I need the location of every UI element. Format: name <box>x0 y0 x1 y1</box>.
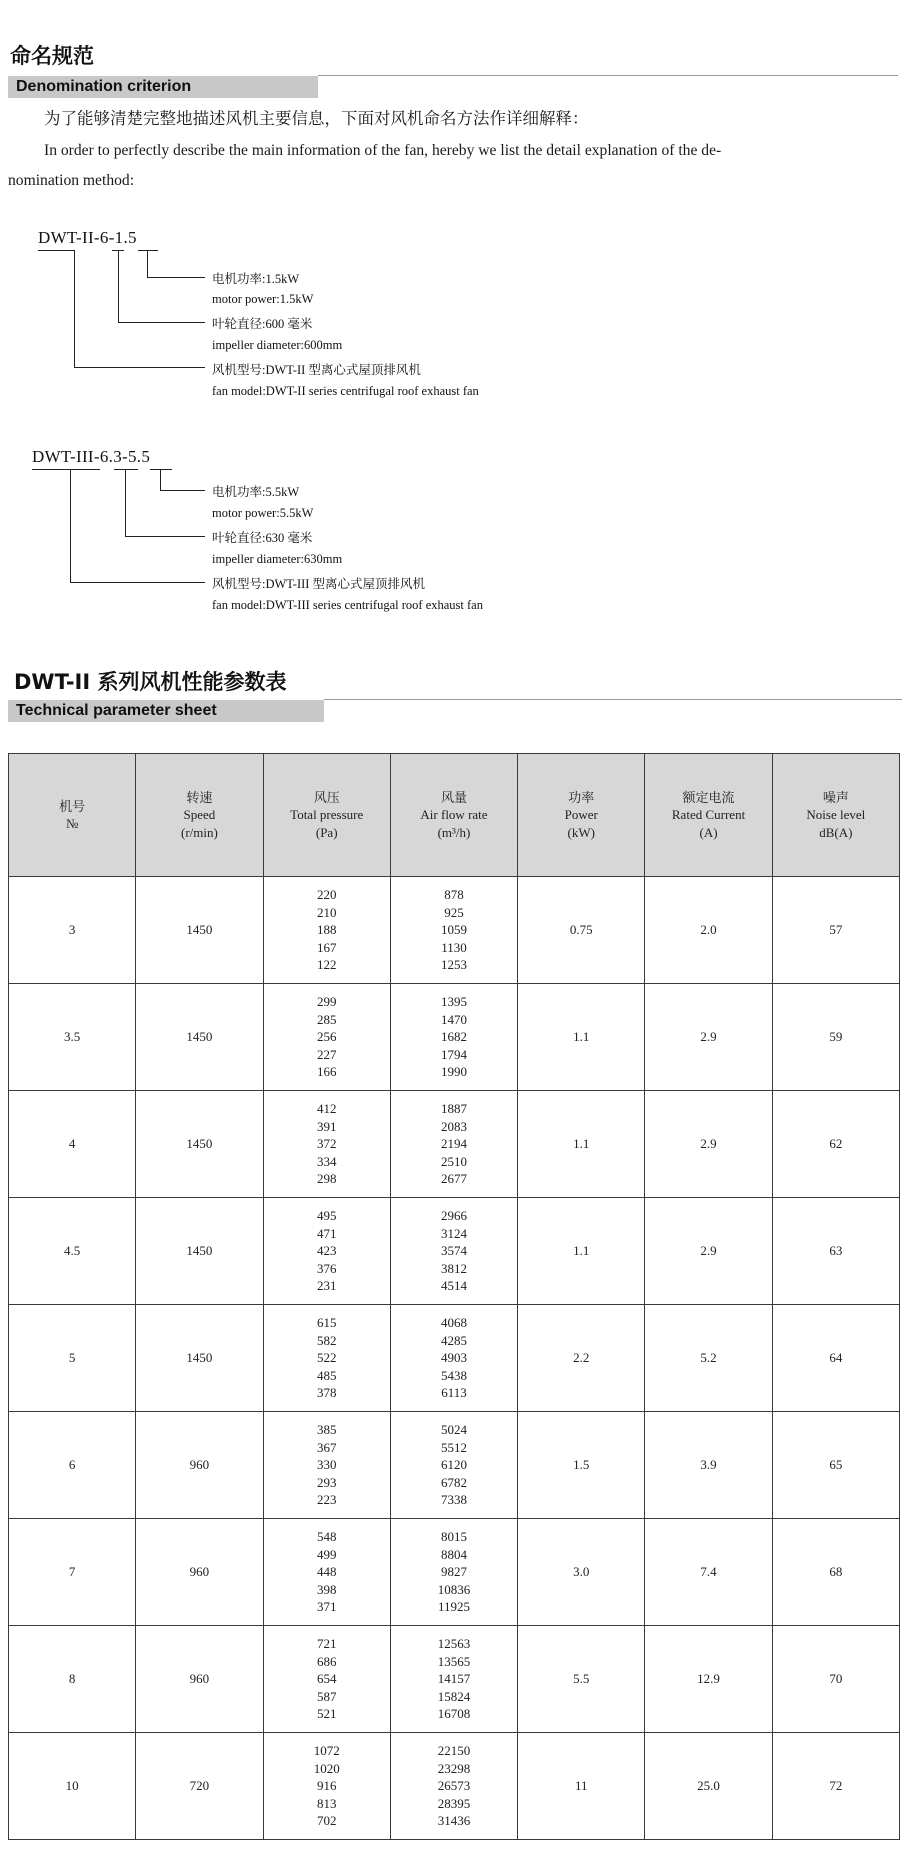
cell-pressure-value: 166 <box>316 1064 337 1080</box>
cell-flow-value: 12563 <box>437 1636 471 1652</box>
cell-pressure <box>263 1305 390 1412</box>
power-label-cn: 电机功率:5.5kW <box>212 485 300 499</box>
table-row <box>9 1305 900 1412</box>
cell-current: 12.9 <box>645 1626 772 1733</box>
cell-flow-value: 925 <box>444 904 464 920</box>
cell-pressure-value: 293 <box>316 1474 337 1490</box>
cell-speed: 1450 <box>136 877 263 984</box>
cell-pressure-value: 686 <box>316 1653 337 1669</box>
cell-noise: 62 <box>772 1091 899 1198</box>
header-label: (r/min) <box>181 824 218 840</box>
cell-noise: 63 <box>772 1198 899 1305</box>
cell-pressure <box>263 1519 390 1626</box>
cell-pressure-value: 448 <box>316 1564 337 1580</box>
cell-pressure-value: 1072 <box>313 1743 340 1759</box>
cell-flow-value: 5512 <box>440 1439 467 1455</box>
cell-pressure-value: 220 <box>316 887 337 903</box>
cell-pressure-value: 521 <box>316 1706 337 1722</box>
table-row <box>9 1198 900 1305</box>
cell-noise: 57 <box>772 877 899 984</box>
header-label: 风量 <box>440 789 467 805</box>
cell-pressure-value: 256 <box>316 1029 337 1045</box>
header-label: (A) <box>699 824 718 840</box>
cell-pressure-value: 654 <box>316 1671 337 1687</box>
bracket-line <box>118 322 205 323</box>
cell-flow-value: 6782 <box>440 1474 467 1490</box>
cell-flow-value: 5024 <box>440 1422 467 1438</box>
cell-flow-value: 2083 <box>440 1118 467 1134</box>
cell-pressure-value: 376 <box>316 1260 337 1276</box>
header-label: 机号 <box>59 798 86 814</box>
header-col-pressure <box>263 754 390 877</box>
intro-en-line1: In order to perfectly describe the main information of the fan, hereby we list the detail explanation of the de- <box>44 142 722 159</box>
header-col-noise <box>772 754 899 877</box>
cell-speed: 960 <box>136 1626 263 1733</box>
intro-en-line2: nomination method: <box>8 172 135 189</box>
header-label: Speed <box>183 807 216 823</box>
model-label-en: fan model:DWT-II series centrifugal roof exhaust fan <box>212 384 479 398</box>
cell-pressure-value: 702 <box>316 1813 337 1829</box>
cell-flow-value: 1253 <box>440 957 467 973</box>
header-col-flow <box>390 754 517 877</box>
model-label-cn: 风机型号:DWT-II 型离心式屋顶排风机 <box>212 363 421 377</box>
cell-pressure-value: 231 <box>316 1278 337 1294</box>
divider <box>324 699 902 700</box>
bracket-line <box>74 250 75 368</box>
bracket-line <box>125 536 205 537</box>
cell-pressure-value: 227 <box>316 1046 337 1062</box>
cell-flow-value: 4903 <box>440 1350 467 1366</box>
cell-pressure-value: 330 <box>316 1457 337 1473</box>
cell-flow-value: 15824 <box>437 1688 471 1704</box>
cell-flow-value: 4514 <box>440 1278 467 1294</box>
cell-flow-value: 2510 <box>440 1153 467 1169</box>
cell-pressure <box>263 1091 390 1198</box>
cell-flow-value: 26573 <box>437 1778 471 1794</box>
table-body <box>9 877 900 1840</box>
model-label-cn: 风机型号:DWT-III 型离心式屋顶排风机 <box>212 577 426 591</box>
bracket-line <box>118 250 119 323</box>
cell-flow-value: 2966 <box>440 1208 467 1224</box>
intro-cn: 为了能够清楚完整地描述风机主要信息，下面对风机命名方法作详细解释： <box>44 109 589 128</box>
params-title-en: Technical parameter sheet <box>16 702 217 719</box>
model-label-en: fan model:DWT-III series centrifugal roof exhaust fan <box>212 598 483 612</box>
segment-underline <box>114 469 138 470</box>
cell-pressure-value: 587 <box>316 1688 337 1704</box>
cell-flow-value: 6113 <box>441 1385 467 1401</box>
cell-flow-value: 878 <box>444 887 464 903</box>
cell-flow <box>390 1733 517 1840</box>
cell-flow-value: 1395 <box>440 994 467 1010</box>
cell-power: 1.1 <box>518 984 645 1091</box>
cell-flow-value: 23298 <box>437 1760 471 1776</box>
cell-power: 1.1 <box>518 1091 645 1198</box>
cell-flow <box>390 877 517 984</box>
header-label: Noise level <box>806 807 866 823</box>
parameter-table <box>8 753 900 1840</box>
cell-noise: 65 <box>772 1412 899 1519</box>
cell-flow <box>390 984 517 1091</box>
bracket-line <box>74 367 205 368</box>
cell-pressure-value: 298 <box>316 1171 337 1187</box>
segment-underline <box>138 250 158 251</box>
cell-flow-value: 1887 <box>440 1101 467 1117</box>
header-label: 功率 <box>568 789 595 805</box>
cell-flow-value: 31436 <box>437 1813 471 1829</box>
segment-underline <box>150 469 172 470</box>
table-row <box>9 1733 900 1840</box>
cell-flow-value: 16708 <box>437 1706 471 1722</box>
segment-underline <box>32 469 100 470</box>
cell-pressure-value: 371 <box>316 1599 337 1615</box>
cell-flow-value: 7338 <box>440 1492 467 1508</box>
cell-no: 4.5 <box>9 1198 136 1305</box>
cell-pressure-value: 378 <box>316 1385 337 1401</box>
bracket-line <box>160 469 161 491</box>
cell-pressure-value: 167 <box>316 939 337 955</box>
divider <box>318 75 898 76</box>
cell-current: 2.9 <box>645 1091 772 1198</box>
cell-pressure-value: 391 <box>316 1118 337 1134</box>
cell-pressure-value: 522 <box>316 1350 337 1366</box>
bracket-line <box>147 250 148 278</box>
cell-pressure-value: 495 <box>316 1208 337 1224</box>
bracket-line <box>147 277 205 278</box>
cell-no: 6 <box>9 1412 136 1519</box>
header-label: dB(A) <box>819 824 853 840</box>
cell-current: 2.0 <box>645 877 772 984</box>
params-subtitle-bar <box>8 700 324 722</box>
cell-current: 3.9 <box>645 1412 772 1519</box>
cell-flow-value: 2194 <box>440 1136 467 1152</box>
table-row <box>9 877 900 984</box>
table-row <box>9 1626 900 1733</box>
header-col-speed <box>136 754 263 877</box>
header-label: 风压 <box>313 789 340 805</box>
table-row <box>9 984 900 1091</box>
cell-no: 10 <box>9 1733 136 1840</box>
cell-flow <box>390 1198 517 1305</box>
cell-pressure <box>263 1733 390 1840</box>
cell-flow <box>390 1626 517 1733</box>
cell-flow-value: 28395 <box>437 1795 471 1811</box>
cell-flow-value: 1470 <box>440 1011 467 1027</box>
params-title-cn: DWT-II 系列风机性能参数表 <box>14 670 287 694</box>
cell-flow <box>390 1412 517 1519</box>
cell-pressure-value: 471 <box>316 1225 337 1241</box>
cell-speed: 1450 <box>136 984 263 1091</box>
cell-noise: 72 <box>772 1733 899 1840</box>
cell-speed: 960 <box>136 1519 263 1626</box>
cell-flow-value: 8015 <box>440 1529 467 1545</box>
segment-underline <box>38 250 74 251</box>
table-row <box>9 1519 900 1626</box>
cell-current: 7.4 <box>645 1519 772 1626</box>
cell-flow <box>390 1305 517 1412</box>
cell-flow-value: 5438 <box>440 1367 467 1383</box>
cell-pressure <box>263 1412 390 1519</box>
cell-current: 25.0 <box>645 1733 772 1840</box>
header-label: 额定电流 <box>682 789 735 805</box>
cell-flow-value: 1990 <box>440 1064 467 1080</box>
naming-title-cn: 命名规范 <box>10 44 94 68</box>
cell-speed: 720 <box>136 1733 263 1840</box>
power-label-cn: 电机功率:1.5kW <box>212 272 300 286</box>
impeller-label-cn: 叶轮直径:630 毫米 <box>212 531 313 545</box>
power-label-en: motor power:1.5kW <box>212 292 314 306</box>
cell-flow-value: 1794 <box>440 1046 467 1062</box>
bracket-line <box>160 490 205 491</box>
impeller-label-en: impeller diameter:600mm <box>212 338 343 352</box>
cell-pressure-value: 210 <box>316 904 337 920</box>
cell-flow-value: 9827 <box>440 1564 467 1580</box>
cell-flow-value: 3574 <box>440 1243 467 1259</box>
cell-power: 1.5 <box>518 1412 645 1519</box>
cell-current: 2.9 <box>645 1198 772 1305</box>
cell-flow-value: 2677 <box>440 1171 467 1187</box>
impeller-label-cn: 叶轮直径:600 毫米 <box>212 317 313 331</box>
cell-pressure-value: 334 <box>316 1153 337 1169</box>
cell-speed: 1450 <box>136 1305 263 1412</box>
table-row <box>9 1412 900 1519</box>
model-code: DWT-II-6-1.5 <box>38 228 137 247</box>
cell-power: 2.2 <box>518 1305 645 1412</box>
naming-title-en: Denomination criterion <box>16 78 192 95</box>
cell-noise: 59 <box>772 984 899 1091</box>
cell-no: 3.5 <box>9 984 136 1091</box>
bracket-line <box>125 469 126 537</box>
cell-pressure-value: 548 <box>316 1529 337 1545</box>
cell-speed: 960 <box>136 1412 263 1519</box>
model-code: DWT-III-6.3-5.5 <box>32 447 151 466</box>
cell-pressure-value: 223 <box>316 1492 337 1508</box>
cell-pressure-value: 1020 <box>313 1760 340 1776</box>
cell-flow-value: 1059 <box>440 922 467 938</box>
cell-flow <box>390 1519 517 1626</box>
cell-no: 8 <box>9 1626 136 1733</box>
cell-power: 0.75 <box>518 877 645 984</box>
cell-pressure-value: 372 <box>316 1136 337 1152</box>
cell-flow-value: 11925 <box>437 1599 470 1615</box>
cell-pressure-value: 615 <box>316 1315 337 1331</box>
cell-flow-value: 13565 <box>437 1653 471 1669</box>
header-label: 噪声 <box>822 789 849 805</box>
header-label: 转速 <box>186 789 213 805</box>
cell-noise: 64 <box>772 1305 899 1412</box>
cell-flow-value: 10836 <box>437 1581 471 1597</box>
header-col-no <box>9 754 136 877</box>
cell-flow-value: 3812 <box>440 1260 467 1276</box>
bracket-line <box>70 469 71 583</box>
cell-power: 1.1 <box>518 1198 645 1305</box>
cell-pressure-value: 385 <box>316 1422 337 1438</box>
header-label: (m³/h) <box>437 824 471 840</box>
cell-pressure-value: 485 <box>316 1367 337 1383</box>
cell-power: 11 <box>518 1733 645 1840</box>
cell-flow-value: 8804 <box>440 1546 467 1562</box>
header-col-power <box>518 754 645 877</box>
cell-pressure-value: 367 <box>316 1439 337 1455</box>
cell-pressure-value: 398 <box>316 1581 337 1597</box>
header-label: Power <box>564 807 598 823</box>
cell-no: 4 <box>9 1091 136 1198</box>
header-label: (kW) <box>567 824 595 840</box>
header-label: Rated Current <box>671 807 746 823</box>
naming-subtitle-bar <box>8 76 318 98</box>
cell-flow-value: 3124 <box>440 1225 467 1241</box>
cell-pressure-value: 916 <box>316 1778 337 1794</box>
cell-no: 7 <box>9 1519 136 1626</box>
header-label: (Pa) <box>315 824 338 840</box>
header-label: Total pressure <box>290 807 364 823</box>
cell-no: 3 <box>9 877 136 984</box>
cell-noise: 68 <box>772 1519 899 1626</box>
cell-pressure-value: 423 <box>316 1243 337 1259</box>
cell-flow-value: 6120 <box>440 1457 467 1473</box>
cell-pressure <box>263 877 390 984</box>
cell-power: 5.5 <box>518 1626 645 1733</box>
cell-pressure-value: 813 <box>316 1795 337 1811</box>
cell-speed: 1450 <box>136 1091 263 1198</box>
cell-flow-value: 4068 <box>440 1315 467 1331</box>
cell-flow <box>390 1091 517 1198</box>
header-label: Air flow rate <box>420 807 488 823</box>
bracket-line <box>70 582 205 583</box>
cell-pressure-value: 721 <box>316 1636 337 1652</box>
cell-pressure <box>263 984 390 1091</box>
cell-pressure <box>263 1198 390 1305</box>
cell-flow-value: 1130 <box>441 939 467 955</box>
cell-pressure-value: 412 <box>316 1101 337 1117</box>
power-label-en: motor power:5.5kW <box>212 506 314 520</box>
cell-pressure-value: 122 <box>316 957 337 973</box>
cell-flow-value: 14157 <box>437 1671 471 1687</box>
table-header-row <box>9 754 900 877</box>
cell-power: 3.0 <box>518 1519 645 1626</box>
cell-flow-value: 1682 <box>440 1029 467 1045</box>
cell-no: 5 <box>9 1305 136 1412</box>
cell-pressure-value: 285 <box>316 1011 337 1027</box>
cell-flow-value: 22150 <box>437 1743 471 1759</box>
header-label: № <box>65 816 79 831</box>
cell-pressure <box>263 1626 390 1733</box>
header-col-current <box>645 754 772 877</box>
cell-speed: 1450 <box>136 1198 263 1305</box>
cell-current: 2.9 <box>645 984 772 1091</box>
cell-current: 5.2 <box>645 1305 772 1412</box>
impeller-label-en: impeller diameter:630mm <box>212 552 343 566</box>
cell-noise: 70 <box>772 1626 899 1733</box>
cell-flow-value: 4285 <box>440 1332 467 1348</box>
cell-pressure-value: 582 <box>316 1332 337 1348</box>
table-row <box>9 1091 900 1198</box>
cell-pressure-value: 299 <box>316 994 337 1010</box>
cell-pressure-value: 499 <box>316 1546 337 1562</box>
cell-pressure-value: 188 <box>316 922 337 938</box>
